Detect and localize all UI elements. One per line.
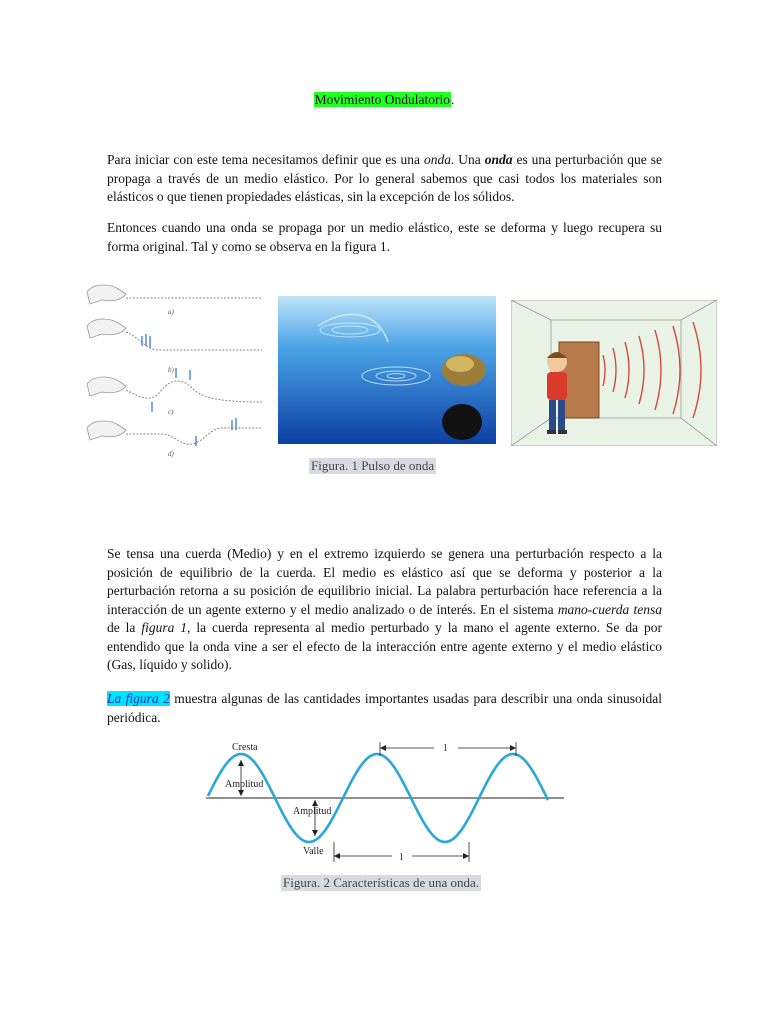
lambda-bottom-arrow-right bbox=[463, 853, 469, 859]
paragraph-deformation: Entonces cuando una onda se propaga por un medio elástico, este se deforma y luego recupera su forma original. Tal y como se observa en la figura 1. bbox=[107, 220, 662, 254]
lambda-top-arrow-right bbox=[510, 745, 516, 751]
rope-text-a: Se tensa una cuerda (Medio) y en el extremo izquierdo se genera una perturbación respecto a la posición de equilibrio de la cuerda. El medio es elástico así que se deforma y posterior a la perturbación retorna a su posición de equilibrio inicial. La palabra perturbación hace referencia a la interacción de un agente externo y el medio analizado o de interés. En el sistema bbox=[107, 546, 662, 617]
hand-b-image bbox=[87, 319, 126, 338]
intro-text-c: Una bbox=[454, 152, 485, 167]
paragraph-intro bbox=[107, 151, 662, 207]
hand-a-image bbox=[87, 285, 126, 304]
label-amplitud-top: Amplitud bbox=[225, 779, 264, 790]
rope-c-image bbox=[126, 381, 262, 402]
title-period: . bbox=[451, 92, 455, 107]
rope-text-c: de la bbox=[107, 620, 142, 635]
amplitude-bottom-arrow-down bbox=[312, 830, 318, 836]
paragraph-rope bbox=[107, 545, 662, 675]
lambda-bottom-arrow-left bbox=[334, 853, 340, 859]
intro-onda-italic: onda. bbox=[423, 152, 455, 167]
label-cresta: Cresta bbox=[232, 742, 258, 753]
figure-2-caption: Figura. 2 Características de una onda. bbox=[283, 875, 480, 890]
label-valle: Valle bbox=[303, 846, 324, 857]
label-amplitud-bottom: Amplitud bbox=[293, 806, 332, 817]
rope-text-system-italic: mano-cuerda tensa bbox=[557, 601, 662, 617]
figure-sine-wave bbox=[200, 736, 570, 866]
page-title: Movimiento Ondulatorio bbox=[314, 92, 450, 107]
title-line bbox=[0, 92, 768, 108]
rope-text-e: la cuerda representa al medio perturbado y la mano el agente externo. Se da por entendido que la onda vine a ser el efecto de la interacción entre agente externo y el medio elástico (Gas, líquido y solido). bbox=[107, 620, 662, 672]
figure-water-stones bbox=[278, 296, 496, 444]
figure2-intro-text: muestra algunas de las cantidades importantes usadas para describir una onda sinusoidal periódica. bbox=[107, 691, 663, 725]
amplitude-top-arrow-down bbox=[238, 790, 244, 796]
hand-label-c: c) bbox=[168, 408, 174, 416]
intro-text-e: es una perturbación que se propaga a través de un medio elástico. Por lo general sabemos que casi todos los materiales son elásticos o que tienen propiedades elásticas, sin la excepción de los sólidos. bbox=[107, 152, 662, 204]
hand-label-d: d) bbox=[168, 450, 174, 458]
lambda-top-arrow-left bbox=[380, 745, 386, 751]
hand-label-b: b) bbox=[168, 366, 174, 374]
label-lambda-bottom: l bbox=[400, 852, 403, 863]
figure-1-caption: Figura. 1 Pulso de onda bbox=[311, 458, 435, 473]
figure-sound-room bbox=[511, 300, 717, 446]
figure-hand-rope-pulses bbox=[82, 278, 266, 468]
intro-onda-bold: onda bbox=[484, 152, 513, 167]
stone-shadow-image bbox=[442, 404, 482, 440]
intro-text-a: Para iniciar con este tema necesitamos definir que es una bbox=[107, 152, 424, 167]
amplitude-top-arrow-up bbox=[238, 760, 244, 766]
figure2-highlight: La figura 2 bbox=[107, 691, 170, 706]
rope-text-figure-italic: figura 1, bbox=[141, 620, 191, 635]
hand-d-image bbox=[87, 421, 126, 440]
paragraph-figure2-intro bbox=[107, 690, 662, 727]
rope-d-image bbox=[126, 428, 262, 444]
label-lambda-top: l bbox=[444, 743, 447, 754]
hand-c-image bbox=[87, 377, 126, 396]
hand-label-a: a) bbox=[168, 308, 174, 316]
